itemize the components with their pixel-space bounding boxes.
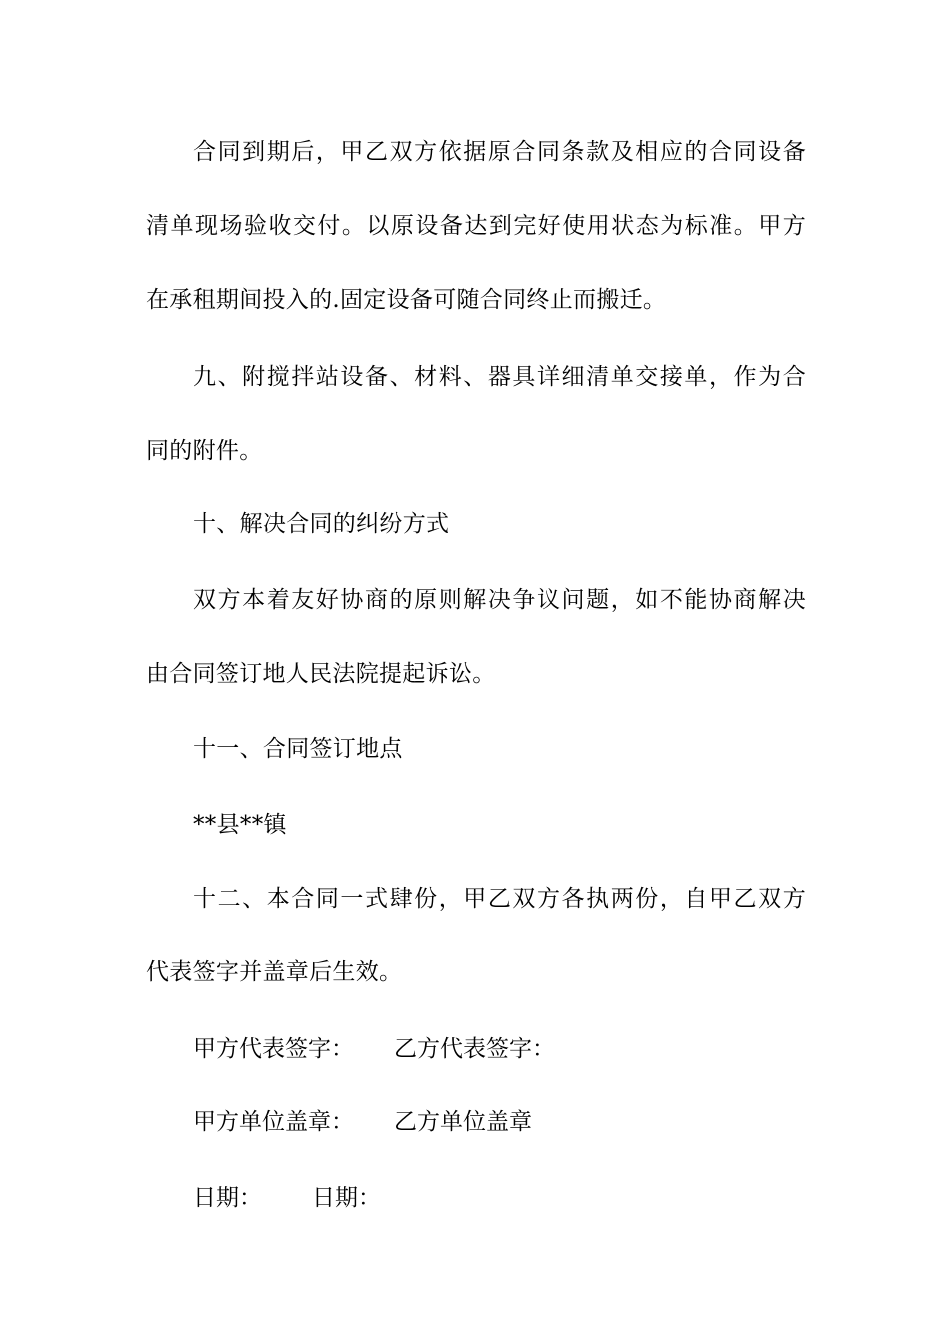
party-b-sign-label: 乙方代表签字： bbox=[394, 1036, 555, 1062]
clause8-line2: 清单现场验收交付。以原设备达到完好使用状态为标准。甲方 bbox=[146, 213, 806, 239]
party-b-seal-label: 乙方单位盖章 bbox=[394, 1109, 532, 1135]
clause12-line1: 十二、本合同一式肆份，甲乙双方各执两份，自甲乙双方 bbox=[193, 886, 806, 912]
date-a-label: 日期： bbox=[193, 1185, 262, 1211]
date-b-label: 日期： bbox=[312, 1185, 381, 1211]
clause11-heading: 十一、合同签订地点 bbox=[193, 736, 403, 762]
signature-row bbox=[193, 1034, 555, 1064]
clause10-line1: 双方本着友好协商的原则解决争议问题，如不能协商解决 bbox=[193, 587, 806, 613]
seal-row bbox=[193, 1107, 532, 1137]
clause9-line2: 同的附件。 bbox=[146, 438, 263, 464]
clause8-line3: 在承租期间投入的.固定设备可随合同终止而搬迁。 bbox=[146, 287, 667, 313]
clause8-line1: 合同到期后，甲乙双方依据原合同条款及相应的合同设备 bbox=[193, 139, 806, 165]
clause12-line2: 代表签字并盖章后生效。 bbox=[146, 959, 403, 985]
clause10-heading: 十、解决合同的纠纷方式 bbox=[193, 511, 450, 537]
party-a-seal-label: 甲方单位盖章： bbox=[193, 1109, 354, 1135]
party-a-sign-label: 甲方代表签字： bbox=[193, 1036, 354, 1062]
clause11-place: **县**镇 bbox=[193, 812, 287, 838]
clause9-line1: 九、附搅拌站设备、材料、器具详细清单交接单，作为合 bbox=[193, 364, 806, 390]
clause10-line2: 由合同签订地人民法院提起诉讼。 bbox=[146, 661, 496, 687]
date-row bbox=[193, 1183, 381, 1213]
